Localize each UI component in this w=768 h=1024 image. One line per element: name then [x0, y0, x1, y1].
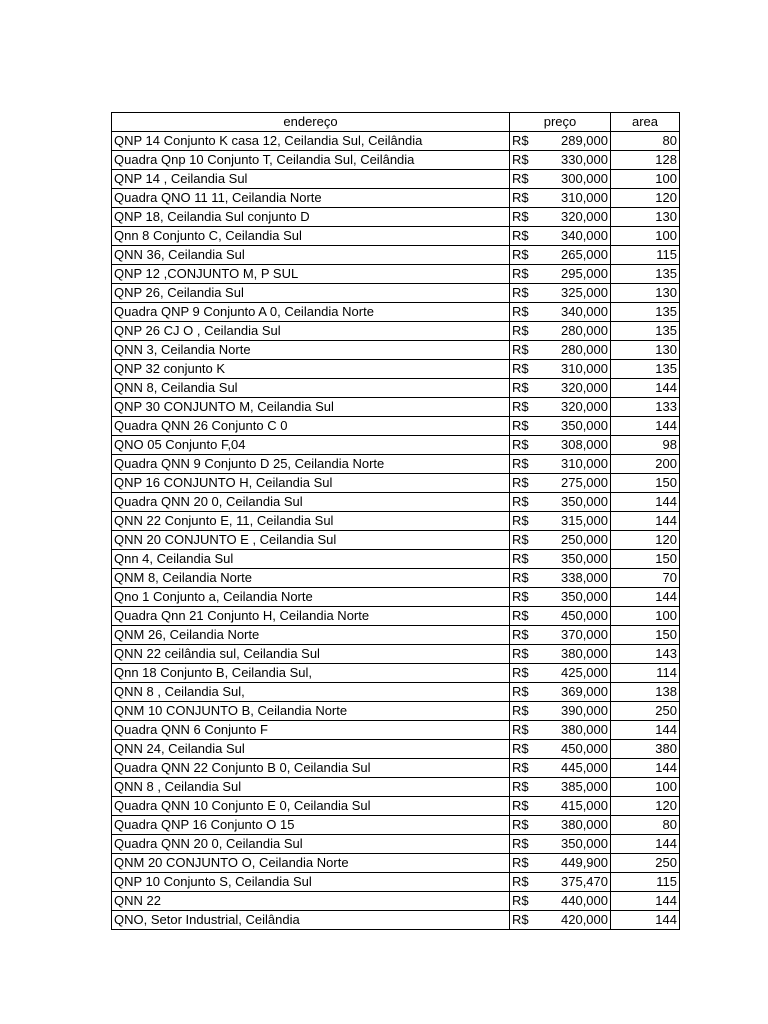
address-cell: QNN 20 CONJUNTO E , Ceilandia Sul [112, 531, 510, 550]
address-cell: Quadra QNN 10 Conjunto E 0, Ceilandia Sul [112, 797, 510, 816]
area-cell: 144 [611, 379, 680, 398]
address-cell: QNM 8, Ceilandia Norte [112, 569, 510, 588]
currency-cell: R$ [510, 360, 548, 379]
table-row [112, 398, 680, 417]
address-cell: QNP 14 , Ceilandia Sul [112, 170, 510, 189]
address-cell: Quadra QNN 9 Conjunto D 25, Ceilandia Norte [112, 455, 510, 474]
currency-cell: R$ [510, 626, 548, 645]
currency-cell: R$ [510, 721, 548, 740]
address-cell: Qno 1 Conjunto a, Ceilandia Norte [112, 588, 510, 607]
price-cell: 375,470 [548, 873, 611, 892]
area-cell: 144 [611, 588, 680, 607]
table-row [112, 303, 680, 322]
currency-cell: R$ [510, 227, 548, 246]
price-cell: 450,000 [548, 740, 611, 759]
price-cell: 340,000 [548, 227, 611, 246]
price-cell: 390,000 [548, 702, 611, 721]
table-row [112, 531, 680, 550]
area-cell: 130 [611, 284, 680, 303]
address-cell: QNM 20 CONJUNTO O, Ceilandia Norte [112, 854, 510, 873]
price-cell: 380,000 [548, 816, 611, 835]
table-row [112, 607, 680, 626]
address-cell: QNN 8, Ceilandia Sul [112, 379, 510, 398]
address-cell: QNN 24, Ceilandia Sul [112, 740, 510, 759]
table-row [112, 455, 680, 474]
table-row [112, 645, 680, 664]
table-row [112, 683, 680, 702]
area-cell: 138 [611, 683, 680, 702]
price-cell: 289,000 [548, 132, 611, 151]
area-cell: 150 [611, 550, 680, 569]
address-cell: Quadra QNN 20 0, Ceilandia Sul [112, 493, 510, 512]
price-cell: 315,000 [548, 512, 611, 531]
area-cell: 120 [611, 797, 680, 816]
address-cell: Quadra QNP 9 Conjunto A 0, Ceilandia Norte [112, 303, 510, 322]
price-cell: 340,000 [548, 303, 611, 322]
table-row [112, 379, 680, 398]
address-cell: QNN 36, Ceilandia Sul [112, 246, 510, 265]
price-cell: 310,000 [548, 360, 611, 379]
price-cell: 275,000 [548, 474, 611, 493]
table-row [112, 322, 680, 341]
area-cell: 135 [611, 322, 680, 341]
price-cell: 415,000 [548, 797, 611, 816]
currency-cell: R$ [510, 417, 548, 436]
price-cell: 250,000 [548, 531, 611, 550]
price-cell: 265,000 [548, 246, 611, 265]
area-cell: 70 [611, 569, 680, 588]
currency-cell: R$ [510, 835, 548, 854]
table-row [112, 892, 680, 911]
table-row [112, 227, 680, 246]
table-row [112, 189, 680, 208]
area-cell: 135 [611, 265, 680, 284]
area-cell: 120 [611, 189, 680, 208]
address-cell: QNP 16 CONJUNTO H, Ceilandia Sul [112, 474, 510, 493]
address-cell: QNP 18, Ceilandia Sul conjunto D [112, 208, 510, 227]
table-row [112, 778, 680, 797]
currency-cell: R$ [510, 683, 548, 702]
price-cell: 440,000 [548, 892, 611, 911]
area-cell: 98 [611, 436, 680, 455]
price-cell: 330,000 [548, 151, 611, 170]
address-cell: Quadra QNO 11 11, Ceilandia Norte [112, 189, 510, 208]
currency-cell: R$ [510, 189, 548, 208]
currency-cell: R$ [510, 379, 548, 398]
price-cell: 445,000 [548, 759, 611, 778]
table-row [112, 360, 680, 379]
address-cell: QNN 8 , Ceilandia Sul, [112, 683, 510, 702]
price-cell: 425,000 [548, 664, 611, 683]
table-row [112, 854, 680, 873]
price-cell: 380,000 [548, 721, 611, 740]
area-cell: 250 [611, 854, 680, 873]
currency-cell: R$ [510, 341, 548, 360]
table-row [112, 132, 680, 151]
price-cell: 320,000 [548, 379, 611, 398]
area-cell: 100 [611, 227, 680, 246]
currency-cell: R$ [510, 265, 548, 284]
currency-cell: R$ [510, 645, 548, 664]
currency-cell: R$ [510, 588, 548, 607]
currency-cell: R$ [510, 569, 548, 588]
address-cell: QNM 10 CONJUNTO B, Ceilandia Norte [112, 702, 510, 721]
price-cell: 280,000 [548, 341, 611, 360]
area-cell: 144 [611, 493, 680, 512]
table-row [112, 512, 680, 531]
price-cell: 350,000 [548, 417, 611, 436]
area-cell: 130 [611, 341, 680, 360]
table-row [112, 246, 680, 265]
price-cell: 449,900 [548, 854, 611, 873]
area-cell: 144 [611, 835, 680, 854]
table-row [112, 664, 680, 683]
address-cell: QNP 30 CONJUNTO M, Ceilandia Sul [112, 398, 510, 417]
address-cell: QNN 22 Conjunto E, 11, Ceilandia Sul [112, 512, 510, 531]
address-cell: Quadra QNN 26 Conjunto C 0 [112, 417, 510, 436]
currency-cell: R$ [510, 455, 548, 474]
price-cell: 380,000 [548, 645, 611, 664]
area-cell: 150 [611, 474, 680, 493]
address-cell: QNO 05 Conjunto F,04 [112, 436, 510, 455]
currency-cell: R$ [510, 892, 548, 911]
area-cell: 135 [611, 360, 680, 379]
table-row [112, 265, 680, 284]
area-cell: 150 [611, 626, 680, 645]
price-cell: 420,000 [548, 911, 611, 930]
price-cell: 320,000 [548, 398, 611, 417]
price-cell: 320,000 [548, 208, 611, 227]
address-cell: QNN 22 [112, 892, 510, 911]
area-cell: 115 [611, 246, 680, 265]
table-row [112, 797, 680, 816]
table-row [112, 436, 680, 455]
address-cell: QNN 3, Ceilandia Norte [112, 341, 510, 360]
header-row [112, 113, 680, 132]
price-cell: 370,000 [548, 626, 611, 645]
currency-cell: R$ [510, 246, 548, 265]
currency-cell: R$ [510, 797, 548, 816]
address-cell: QNP 32 conjunto K [112, 360, 510, 379]
currency-cell: R$ [510, 854, 548, 873]
header-price: preço [510, 113, 611, 132]
address-cell: QNN 8 , Ceilandia Sul [112, 778, 510, 797]
area-cell: 114 [611, 664, 680, 683]
address-cell: Qnn 8 Conjunto C, Ceilandia Sul [112, 227, 510, 246]
area-cell: 128 [611, 151, 680, 170]
area-cell: 80 [611, 816, 680, 835]
currency-cell: R$ [510, 170, 548, 189]
currency-cell: R$ [510, 550, 548, 569]
address-cell: Quadra Qnp 10 Conjunto T, Ceilandia Sul, Ceilândia [112, 151, 510, 170]
table-row [112, 474, 680, 493]
currency-cell: R$ [510, 151, 548, 170]
table-row [112, 588, 680, 607]
area-cell: 200 [611, 455, 680, 474]
table-row [112, 626, 680, 645]
table-row [112, 740, 680, 759]
price-cell: 338,000 [548, 569, 611, 588]
table-row [112, 702, 680, 721]
area-cell: 144 [611, 911, 680, 930]
currency-cell: R$ [510, 873, 548, 892]
area-cell: 144 [611, 892, 680, 911]
area-cell: 80 [611, 132, 680, 151]
header-area: area [611, 113, 680, 132]
area-cell: 135 [611, 303, 680, 322]
price-cell: 350,000 [548, 835, 611, 854]
currency-cell: R$ [510, 322, 548, 341]
currency-cell: R$ [510, 398, 548, 417]
price-cell: 300,000 [548, 170, 611, 189]
address-cell: QNP 10 Conjunto S, Ceilandia Sul [112, 873, 510, 892]
currency-cell: R$ [510, 531, 548, 550]
area-cell: 100 [611, 170, 680, 189]
currency-cell: R$ [510, 702, 548, 721]
area-cell: 133 [611, 398, 680, 417]
area-cell: 120 [611, 531, 680, 550]
area-cell: 100 [611, 607, 680, 626]
table-row [112, 493, 680, 512]
address-cell: Qnn 18 Conjunto B, Ceilandia Sul, [112, 664, 510, 683]
table-row [112, 835, 680, 854]
address-cell: QNP 26, Ceilandia Sul [112, 284, 510, 303]
table-row [112, 873, 680, 892]
address-cell: QNP 26 CJ O , Ceilandia Sul [112, 322, 510, 341]
currency-cell: R$ [510, 759, 548, 778]
currency-cell: R$ [510, 132, 548, 151]
listings-table [111, 112, 680, 930]
price-cell: 280,000 [548, 322, 611, 341]
currency-cell: R$ [510, 436, 548, 455]
address-cell: Quadra QNN 6 Conjunto F [112, 721, 510, 740]
currency-cell: R$ [510, 816, 548, 835]
price-cell: 369,000 [548, 683, 611, 702]
area-cell: 130 [611, 208, 680, 227]
table-row [112, 911, 680, 930]
area-cell: 100 [611, 778, 680, 797]
address-cell: Quadra QNN 22 Conjunto B 0, Ceilandia Sul [112, 759, 510, 778]
price-cell: 350,000 [548, 493, 611, 512]
currency-cell: R$ [510, 303, 548, 322]
address-cell: QNP 12 ,CONJUNTO M, P SUL [112, 265, 510, 284]
currency-cell: R$ [510, 911, 548, 930]
table-row [112, 721, 680, 740]
currency-cell: R$ [510, 474, 548, 493]
table-row [112, 816, 680, 835]
area-cell: 144 [611, 417, 680, 436]
table-row [112, 208, 680, 227]
table-row [112, 569, 680, 588]
table-row [112, 759, 680, 778]
currency-cell: R$ [510, 512, 548, 531]
currency-cell: R$ [510, 493, 548, 512]
table-body [112, 132, 680, 930]
table-row [112, 417, 680, 436]
area-cell: 144 [611, 721, 680, 740]
table-row [112, 341, 680, 360]
area-cell: 380 [611, 740, 680, 759]
price-cell: 385,000 [548, 778, 611, 797]
price-cell: 450,000 [548, 607, 611, 626]
currency-cell: R$ [510, 208, 548, 227]
currency-cell: R$ [510, 607, 548, 626]
area-cell: 143 [611, 645, 680, 664]
price-cell: 350,000 [548, 588, 611, 607]
address-cell: QNN 22 ceilândia sul, Ceilandia Sul [112, 645, 510, 664]
address-cell: Quadra QNN 20 0, Ceilandia Sul [112, 835, 510, 854]
table-row [112, 170, 680, 189]
currency-cell: R$ [510, 664, 548, 683]
area-cell: 250 [611, 702, 680, 721]
address-cell: QNP 14 Conjunto K casa 12, Ceilandia Sul, Ceilândia [112, 132, 510, 151]
price-cell: 310,000 [548, 455, 611, 474]
currency-cell: R$ [510, 284, 548, 303]
price-cell: 325,000 [548, 284, 611, 303]
area-cell: 144 [611, 759, 680, 778]
price-cell: 295,000 [548, 265, 611, 284]
table-row [112, 151, 680, 170]
area-cell: 144 [611, 512, 680, 531]
address-cell: Quadra Qnn 21 Conjunto H, Ceilandia Norte [112, 607, 510, 626]
currency-cell: R$ [510, 778, 548, 797]
currency-cell: R$ [510, 740, 548, 759]
area-cell: 115 [611, 873, 680, 892]
header-address: endereço [112, 113, 510, 132]
address-cell: Qnn 4, Ceilandia Sul [112, 550, 510, 569]
price-cell: 310,000 [548, 189, 611, 208]
address-cell: QNO, Setor Industrial, Ceilândia [112, 911, 510, 930]
address-cell: Quadra QNP 16 Conjunto O 15 [112, 816, 510, 835]
price-cell: 350,000 [548, 550, 611, 569]
price-cell: 308,000 [548, 436, 611, 455]
address-cell: QNM 26, Ceilandia Norte [112, 626, 510, 645]
table-row [112, 550, 680, 569]
table-row [112, 284, 680, 303]
